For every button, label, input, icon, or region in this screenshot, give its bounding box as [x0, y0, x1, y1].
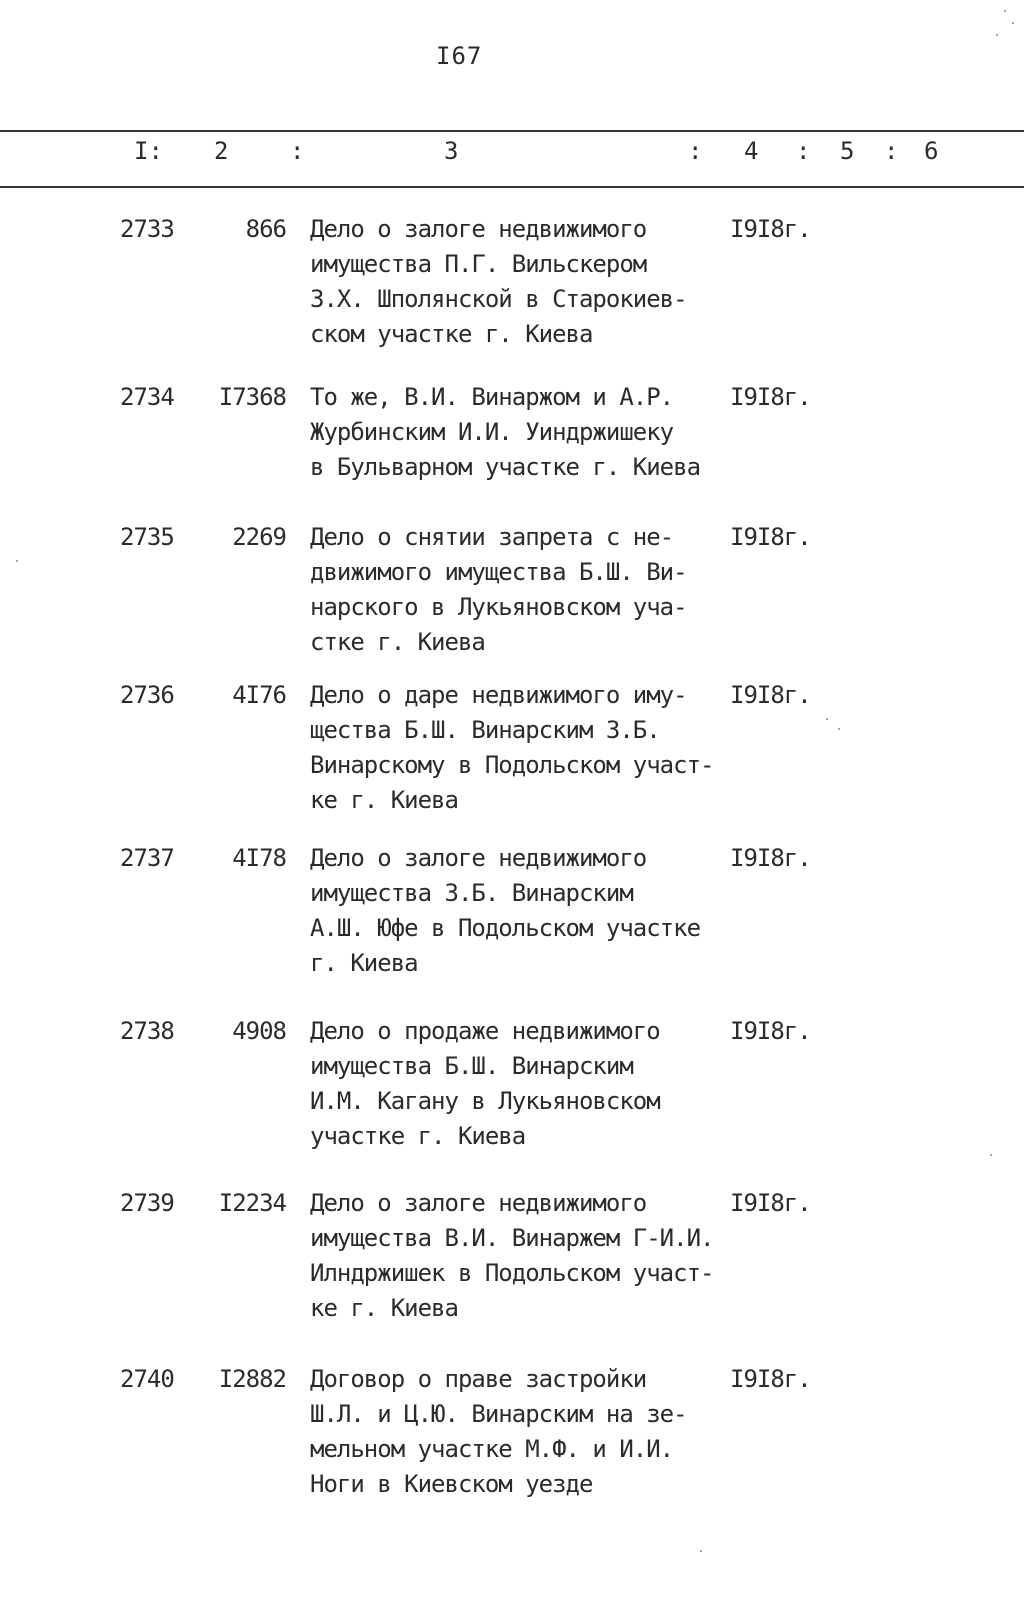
entry-number: I2234	[218, 1189, 286, 1217]
scan-speck	[16, 560, 18, 562]
entry-title	[310, 678, 730, 818]
header-separator-2: :	[688, 137, 703, 165]
header-col-2: 2	[214, 137, 229, 165]
header-col-5: 5	[840, 137, 855, 165]
header-separator-1: :	[290, 137, 305, 165]
entry-index: 2733	[120, 215, 174, 243]
entry-title-line: нарского в Лукьяновском уча-	[310, 593, 687, 621]
entry-index: 2738	[120, 1017, 174, 1045]
entry-title-line: Дело о продаже недвижимого	[310, 1017, 660, 1045]
entry-title-line: То же, В.И. Винаржом и А.Р.	[310, 383, 674, 411]
entry-title-line: мельном участке М.Ф. и И.И.	[310, 1435, 674, 1463]
header-bottom-rule	[0, 186, 1024, 188]
entry-title-line: З.Х. Шполянской в Старокиев-	[310, 285, 687, 313]
entry-number: 866	[245, 215, 286, 243]
entry-index: 2740	[120, 1365, 174, 1393]
entry-title-line: имущества В.И. Винаржем Г-И.И.	[310, 1224, 714, 1252]
entry-title-line: ке г. Киева	[310, 786, 458, 814]
entry-title-line: Ш.Л. и Ц.Ю. Винарским на зе-	[310, 1400, 687, 1428]
entry-index: 2736	[120, 681, 174, 709]
page-number: I67	[436, 42, 483, 70]
entry-title-line: стке г. Киева	[310, 628, 485, 656]
entry-number: I2882	[218, 1365, 286, 1393]
entry-title-line: Дело о залоге недвижимого	[310, 215, 647, 243]
entry-title-line: участке г. Киева	[310, 1122, 526, 1150]
entry-number: 4I76	[232, 681, 286, 709]
entry-index: 2734	[120, 383, 174, 411]
header-separator-4: :	[884, 137, 899, 165]
entry-title-line: г. Киева	[310, 949, 418, 977]
entry-year: I9I8г.	[730, 1189, 811, 1217]
scan-speck	[1004, 10, 1006, 12]
header-col-1: I:	[134, 137, 163, 165]
entry-index: 2739	[120, 1189, 174, 1217]
entry-year: I9I8г.	[730, 681, 811, 709]
entry-title-line: Винарскому в Подольском участ-	[310, 751, 714, 779]
entry-title-line: движимого имущества Б.Ш. Ви-	[310, 558, 687, 586]
entry-title-line: А.Ш. Юфе в Подольском участке	[310, 914, 701, 942]
entry-year: I9I8г.	[730, 383, 811, 411]
entry-title-line: Ноги в Киевском уезде	[310, 1470, 593, 1498]
entry-title-line: в Бульварном участке г. Киева	[310, 453, 701, 481]
entry-title-line: Дело о залоге недвижимого	[310, 844, 647, 872]
entry-title-line: Журбинским И.И. Уиндржишеку	[310, 418, 674, 446]
entry-title-line: имущества П.Г. Вильскером	[310, 250, 647, 278]
scan-speck	[838, 728, 840, 730]
entry-index: 2737	[120, 844, 174, 872]
entry-title	[310, 1362, 730, 1502]
header-separator-3: :	[796, 137, 811, 165]
entry-year: I9I8г.	[730, 844, 811, 872]
scan-speck	[826, 718, 828, 720]
entry-year: I9I8г.	[730, 215, 811, 243]
entry-title-line: имущества Б.Ш. Винарским	[310, 1052, 633, 1080]
entry-title	[310, 1014, 730, 1154]
entry-year: I9I8г.	[730, 523, 811, 551]
entry-number: I7368	[218, 383, 286, 411]
header-col-4: 4	[744, 137, 759, 165]
entry-year: I9I8г.	[730, 1017, 811, 1045]
entry-title	[310, 520, 730, 660]
scan-speck	[996, 34, 998, 36]
entry-title	[310, 1186, 730, 1326]
entry-title-line: И.М. Кагану в Лукьяновском	[310, 1087, 660, 1115]
entry-title-line: ке г. Киева	[310, 1294, 458, 1322]
scan-speck	[990, 1154, 992, 1156]
entry-title-line: имущества З.Б. Винарским	[310, 879, 633, 907]
entry-number: 2269	[232, 523, 286, 551]
scan-speck	[700, 1550, 702, 1552]
entry-title-line: Дело о снятии запрета с не-	[310, 523, 674, 551]
entry-title-line: щества Б.Ш. Винарским З.Б.	[310, 716, 660, 744]
entry-title-line: ском участке г. Киева	[310, 320, 593, 348]
scan-speck	[1012, 22, 1014, 24]
header-col-3: 3	[444, 137, 459, 165]
entry-year: I9I8г.	[730, 1365, 811, 1393]
entry-title	[310, 380, 730, 485]
entry-title	[310, 212, 730, 352]
entry-title	[310, 841, 730, 981]
header-col-6: 6	[924, 137, 939, 165]
entry-number: 4I78	[232, 844, 286, 872]
entry-title-line: Договор о праве застройки	[310, 1365, 647, 1393]
entry-title-line: Илндржишек в Подольском участ-	[310, 1259, 714, 1287]
entry-number: 4908	[232, 1017, 286, 1045]
entry-index: 2735	[120, 523, 174, 551]
header-top-rule	[0, 130, 1024, 132]
entry-title-line: Дело о залоге недвижимого	[310, 1189, 647, 1217]
entry-title-line: Дело о даре недвижимого иму-	[310, 681, 687, 709]
